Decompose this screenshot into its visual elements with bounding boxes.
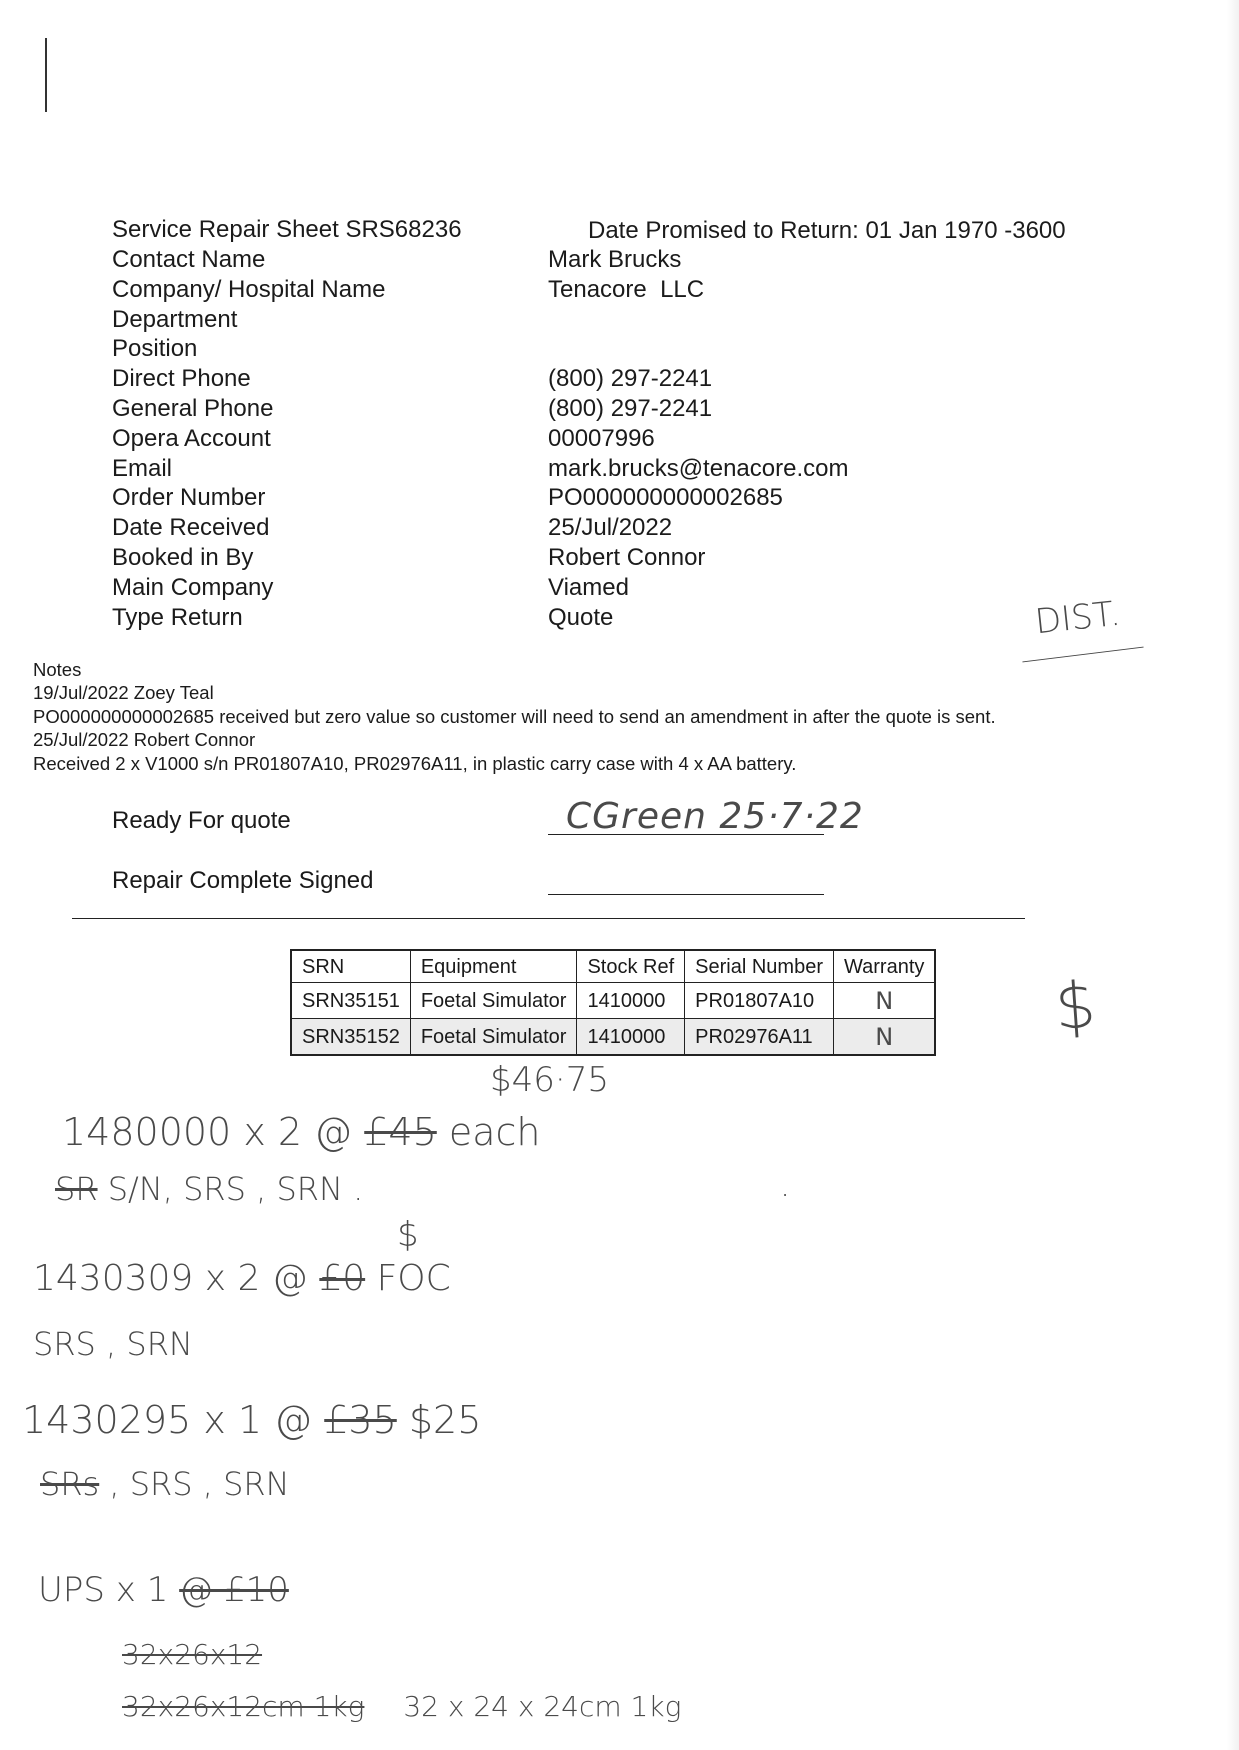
table-row xyxy=(291,983,935,1019)
handwritten-mark: · xyxy=(780,1176,791,1214)
field-value: Robert Connor xyxy=(548,544,706,571)
field-label: Email xyxy=(112,455,173,482)
field-value: 00007996 xyxy=(548,425,655,452)
struck-text: SR xyxy=(55,1170,98,1208)
handwritten-dollar-right: $ xyxy=(1052,968,1099,1046)
handwritten-line xyxy=(22,1398,481,1442)
column-header: SRN xyxy=(291,950,410,983)
field-label: Company/ Hospital Name xyxy=(112,276,386,303)
handwritten-line xyxy=(33,1258,451,1299)
table-cell: PR02976A11 xyxy=(685,1019,834,1056)
table-cell: PR01807A10 xyxy=(685,983,834,1019)
field-value: Quote xyxy=(548,604,614,631)
struck-text: @ £10 xyxy=(179,1570,289,1610)
repair-complete-label: Repair Complete Signed xyxy=(112,867,374,894)
struck-text: £0 xyxy=(319,1258,366,1299)
note-line: Received 2 x V1000 s/n PR01807A10, PR02976A11, in plastic carry case with 4 x AA battery. xyxy=(33,753,797,774)
field-label: Date Received xyxy=(112,514,270,541)
section-divider xyxy=(72,918,1025,919)
column-header: Equipment xyxy=(410,950,577,983)
column-header: Warranty xyxy=(834,950,936,983)
field-label: Contact Name xyxy=(112,246,266,273)
struck-text: £45 xyxy=(364,1110,437,1154)
field-label: Order Number xyxy=(112,484,266,511)
struck-text: £35 xyxy=(324,1398,397,1442)
field-label: Department xyxy=(112,306,238,333)
table-cell: 1410000 xyxy=(577,1019,685,1056)
table-cell: Foetal Simulator xyxy=(410,983,577,1019)
ready-for-quote-label: Ready For quote xyxy=(112,807,291,834)
sheet-title: Service Repair Sheet SRS68236 xyxy=(112,216,462,243)
handwritten-dollar-mid: $ xyxy=(397,1215,419,1255)
column-header: Stock Ref xyxy=(577,950,685,983)
handwritten-text: , SRS , SRN xyxy=(109,1465,290,1503)
table-cell: SRN35152 xyxy=(291,1019,410,1056)
note-line: 19/Jul/2022 Zoey Teal xyxy=(33,682,214,703)
scan-mark xyxy=(45,38,47,112)
table-header-row xyxy=(291,950,935,983)
field-value: (800) 297-2241 xyxy=(548,365,713,392)
handwritten-text: 1430309 x 2 @ xyxy=(33,1258,308,1299)
table-cell: Foetal Simulator xyxy=(410,1019,577,1056)
notes-heading: Notes xyxy=(33,659,82,680)
handwritten-text: 1480000 x 2 @ xyxy=(62,1110,353,1154)
date-promised: Date Promised to Return: 01 Jan 1970 -3600 xyxy=(588,217,1066,244)
field-value: 25/Jul/2022 xyxy=(548,514,673,541)
field-label: Direct Phone xyxy=(112,365,251,392)
table-cell: SRN35151 xyxy=(291,983,410,1019)
table-cell: N xyxy=(834,983,936,1019)
handwritten-line xyxy=(40,1465,290,1503)
handwritten-line xyxy=(122,1638,262,1671)
field-label: Booked in By xyxy=(112,544,254,571)
handwritten-line xyxy=(38,1570,289,1610)
handwritten-text: $25 xyxy=(408,1398,482,1442)
handwritten-text: 32 x 24 x 24cm 1kg xyxy=(403,1690,682,1723)
scan-edge-shadow xyxy=(1227,0,1239,1750)
field-value: Mark Brucks xyxy=(548,246,682,273)
note-line: 25/Jul/2022 Robert Connor xyxy=(33,729,256,750)
repair-complete-line xyxy=(548,894,824,895)
field-value: (800) 297-2241 xyxy=(548,395,713,422)
handwritten-dist: DIST. xyxy=(1033,593,1123,643)
handwritten-line xyxy=(62,1110,541,1154)
field-value: mark.brucks@tenacore.com xyxy=(548,455,849,482)
field-value: Tenacore LLC xyxy=(548,276,705,303)
field-label: Position xyxy=(112,335,198,362)
ready-signature: CGreen 25·7·22 xyxy=(566,796,864,837)
field-label: General Phone xyxy=(112,395,274,422)
table-cell: N xyxy=(834,1019,936,1056)
equipment-table xyxy=(290,949,936,1056)
handwritten-text: S/N, SRS , SRN . xyxy=(107,1170,364,1208)
handwritten-text: 1430295 x 1 @ xyxy=(22,1398,313,1442)
handwritten-text: FOC xyxy=(376,1258,451,1299)
field-value: Viamed xyxy=(548,574,629,601)
field-label: Main Company xyxy=(112,574,274,601)
table-cell: 1410000 xyxy=(577,983,685,1019)
handwritten-line: SRS , SRN xyxy=(33,1325,193,1363)
field-label: Opera Account xyxy=(112,425,271,452)
struck-text: 32x26x12cm 1kg xyxy=(122,1690,365,1723)
handwritten-price-correction: $46·75 xyxy=(490,1060,609,1100)
handwritten-text: UPS x 1 xyxy=(38,1570,169,1610)
dist-underline xyxy=(1022,647,1143,663)
note-line: PO000000000002685 received but zero value so customer will need to send an amendment in after the quote is sent. xyxy=(33,706,996,727)
table-row xyxy=(291,1019,935,1056)
struck-text: SRs xyxy=(40,1465,100,1503)
struck-text: 32x26x12 xyxy=(122,1638,263,1671)
field-value: PO000000000002685 xyxy=(548,484,783,511)
handwritten-text: each xyxy=(448,1110,541,1154)
handwritten-line xyxy=(55,1170,363,1208)
ready-signature-line xyxy=(548,834,824,835)
column-header: Serial Number xyxy=(685,950,834,983)
field-label: Type Return xyxy=(112,604,243,631)
handwritten-line xyxy=(122,1690,681,1723)
